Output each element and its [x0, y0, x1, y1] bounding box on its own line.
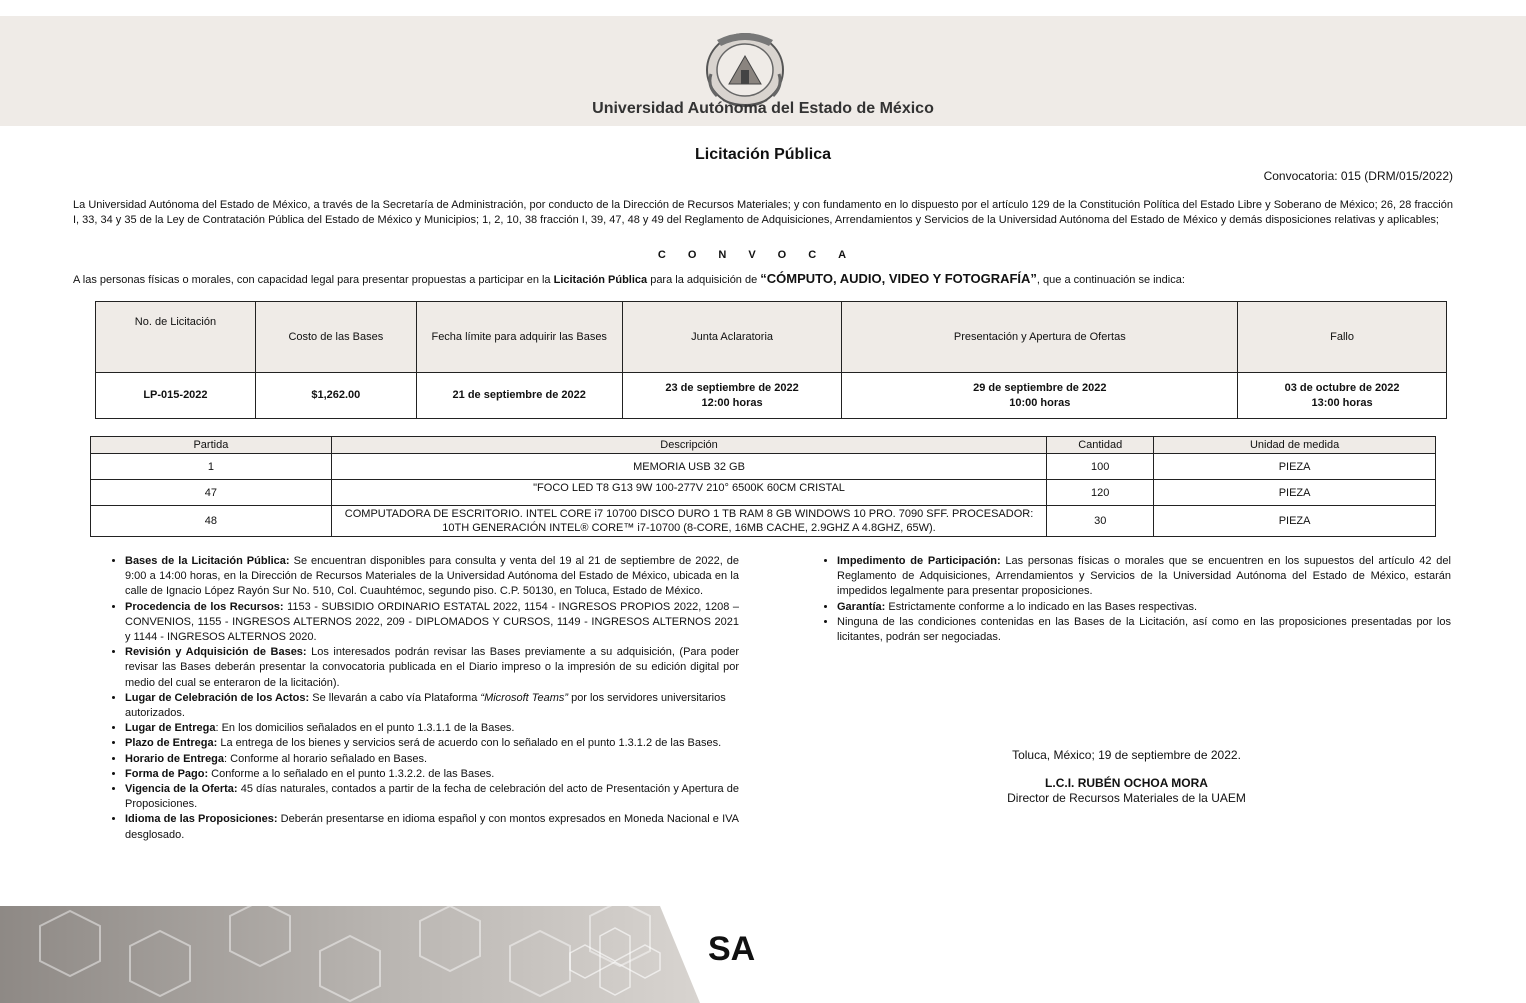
partida-cell: 47 [91, 480, 332, 506]
header-cell: Fallo [1238, 302, 1447, 373]
schedule-value-row [96, 373, 1447, 419]
table-row [91, 454, 1436, 480]
item-label: Vigencia de la Oferta: [125, 783, 238, 796]
intro-paragraph: La Universidad Autónoma del Estado de México, a través de la Secretaría de Administración, por conducto de la Dirección de Recursos Materiales; y con fundamento en lo dispuesto por el artículo 129 de la Constitución Política del Estado Libre y Soberano de México; 26, 28 fracción I, 33, 34 y 35 de la Ley de Contratación Pública del Estado de México y Municipios; 1, 2, 10, 38 fracción I, 39, 47, 48 y 49 del Reglamento de Adquisiciones, Arrendamientos y Servicios de la Universidad Autónoma del Estado de México y demás disposiciones relativas y aplicables; [73, 199, 1453, 226]
fallo-date: 03 de octubre de 2022 [1284, 381, 1400, 394]
convoca-heading: CONVOCA [657, 249, 869, 261]
item-text: : Conforme al horario señalado en Bases. [224, 752, 428, 765]
descripcion-cell: MEMORIA USB 32 GB [331, 454, 1046, 480]
partida-cell: 48 [91, 506, 332, 537]
item-label: Idioma de las Proposiciones: [125, 813, 278, 826]
signer-role: Director de Recursos Materiales de la UAEM [1007, 791, 1246, 805]
header-cell: No. de Licitación [96, 302, 256, 373]
list-item [125, 600, 739, 646]
invite-subject: “CÓMPUTO, AUDIO, VIDEO Y FOTOGRAFÍA” [760, 271, 1037, 286]
university-name: Universidad Autónoma del Estado de México [592, 100, 934, 117]
list-item [125, 752, 739, 767]
list-item [837, 615, 1451, 645]
apertura-date: 29 de septiembre de 2022 [973, 381, 1107, 394]
unidad-cell: PIEZA [1154, 480, 1436, 506]
list-item [125, 691, 739, 721]
item-text: Deberán presentarse en idioma español y con montos expresados en Moneda Nacional e IVA desglosado. [125, 813, 739, 841]
page-title: Licitación Pública [694, 146, 832, 163]
unidad-cell: PIEZA [1154, 454, 1436, 480]
cantidad-cell: 100 [1047, 454, 1154, 480]
invite-paragraph [73, 271, 1185, 286]
fallo-time: 13:00 horas [1311, 396, 1373, 409]
descripcion-cell: COMPUTADORA DE ESCRITORIO. INTEL CORE i7 10700 DISCO DURO 1 TB RAM 8 GB WINDOWS 10 PRO. 7090 SFF. PROCESADOR: 10TH GENERACIÓN INTEL® CORE™ i7-10700 (8-CORE, 16MB CACHE, 2.9GHZ A 4.8GHZ, 65W). [331, 506, 1046, 537]
footer-band [0, 906, 1526, 1003]
schedule-header-row [96, 302, 1447, 373]
item-label: Garantía: [837, 600, 886, 613]
junta-date: 23 de septiembre de 2022 [665, 381, 799, 394]
cantidad-cell: 120 [1047, 480, 1154, 506]
item-label: Lugar de Celebración de los Actos: [125, 691, 310, 704]
table-row [91, 480, 1436, 506]
conditions-list-left [107, 554, 739, 843]
deadline-date: 21 de septiembre de 2022 [416, 373, 622, 419]
list-item [125, 554, 739, 600]
header-cell: Junta Aclaratoria [622, 302, 842, 373]
item-text: Las personas físicas o morales que se encuentren en los supuestos del artículo 42 del Reglamento de Adquisiciones, Arrendamientos y Servicios de la Universidad Autónoma del Estado de México, estarán impedidos legalmente para presentar proposiciones. [837, 555, 1451, 598]
item-label: Procedencia de los Recursos: [125, 600, 284, 613]
header-cell: Costo de las Bases [255, 302, 416, 373]
header-band [0, 16, 1526, 126]
header-cell: Fecha límite para adquirir las Bases [416, 302, 622, 373]
invite-bold: Licitación Pública [553, 274, 648, 286]
item-text: : En los domicilios señalados en el punto 1.3.1.1 de la Bases. [215, 722, 515, 735]
header-cell: Presentación y Apertura de Ofertas [842, 302, 1238, 373]
item-text: Se encuentran disponibles para consulta y venta del 19 al 21 de septiembre de 2022, de 9:00 a 14:00 horas, en la Dirección de Recursos Materiales de la Universidad Autónoma del Estado de México, ubicada en la calle de Ignacio López Rayón Sur No. 510, Col. Cuauhtémoc, segundo piso. C.P. 50130, en Toluca, Estado de México. [125, 555, 739, 598]
list-item [125, 736, 739, 751]
invite-text-1: A las personas físicas o morales, con capacidad legal para presentar propuestas a participar en la [73, 274, 554, 286]
item-italic: “Microsoft Teams” [480, 691, 569, 704]
apertura-cell [842, 373, 1238, 419]
schedule-table [95, 301, 1447, 419]
bases-cost: $1,262.00 [255, 373, 416, 419]
signer-name: L.C.I. RUBÉN OCHOA MORA [1045, 776, 1208, 790]
cantidad-cell: 30 [1047, 506, 1154, 537]
header-cell: Cantidad [1047, 437, 1154, 454]
item-text: Estrictamente conforme a lo indicado en las Bases respectivas. [885, 600, 1198, 613]
invite-text-2: para la adquisición de [647, 274, 761, 286]
item-text-2: por los servidores universitarios autorizados. [125, 691, 726, 720]
junta-cell [622, 373, 842, 419]
item-label: Lugar de Entrega [125, 722, 216, 735]
item-label: Bases de la Licitación Pública: [125, 555, 290, 567]
convocatoria-number: Convocatoria: 015 (DRM/015/2022) [1263, 169, 1453, 183]
item-text: Ninguna de las condiciones contenidas en las Bases de la Licitación, así como en las proposiciones presentadas por los licitantes, podrán ser negociadas. [837, 615, 1451, 644]
item-text: Se llevarán a cabo vía Plataforma [309, 691, 481, 704]
item-label: Horario de Entrega [125, 752, 225, 765]
list-item [837, 600, 1451, 615]
invite-text-3: , que a continuación se indica: [1036, 274, 1185, 286]
footer-mark: SA [708, 930, 756, 968]
unidad-cell: PIEZA [1154, 506, 1436, 537]
item-label: Forma de Pago: [125, 767, 209, 780]
conditions-list-right [819, 554, 1451, 645]
list-item [125, 721, 739, 736]
list-item [837, 554, 1451, 600]
list-item [125, 782, 739, 812]
list-item [125, 767, 739, 782]
items-header-row [91, 437, 1436, 454]
item-text: La entrega de los bienes y servicios será de acuerdo con lo señalado en el punto 1.3.1.2 de las Bases. [217, 737, 722, 750]
header-cell: Partida [91, 437, 332, 454]
header-cell: Unidad de medida [1154, 437, 1436, 454]
apertura-time: 10:00 horas [1009, 396, 1071, 409]
university-seal [703, 26, 787, 110]
items-table [90, 436, 1436, 537]
list-item [125, 645, 739, 691]
list-item [125, 812, 739, 842]
item-text: 45 días naturales, contados a partir de la fecha de celebración del acto de Presentación y Apertura de Proposiciones. [125, 783, 739, 811]
item-text: Los interesados podrán revisar las Bases previamente a su adquisición, (Para poder revisar las Bases deberán presentar la convocatoria publicada en el Diario impreso o la impresión de su edición digital por medio del cual se enteraron de la licitación). [125, 646, 740, 689]
place-date: Toluca, México; 19 de septiembre de 2022. [1012, 748, 1241, 762]
header-cell: Descripción [331, 437, 1046, 454]
descripcion-cell: "FOCO LED T8 G13 9W 100-277V 210° 6500K 60CM CRISTAL [331, 480, 1046, 506]
item-text: 1153 - SUBSIDIO ORDINARIO ESTATAL 2022, 1154 - INGRESOS PROPIOS 2022, 1208 – CONVENIOS, 1155 - INGRESOS ALTERNOS 2022, 209 - DIPLOMADOS Y CURSOS, 1149 - INGRESOS ALTERNOS 2021 y 1144 - INGRESOS ALTERNOS 2020. [125, 600, 739, 644]
item-label: Plazo de Entrega: [125, 737, 218, 750]
licitacion-number: LP-015-2022 [96, 373, 256, 419]
partida-cell: 1 [91, 454, 332, 480]
item-text: Conforme a lo señalado en el punto 1.3.2.2. de las Bases. [208, 767, 495, 780]
item-label: Impedimento de Participación: [837, 555, 1001, 567]
item-label: Revisión y Adquisición de Bases: [125, 646, 307, 659]
table-row [91, 506, 1436, 537]
fallo-cell [1238, 373, 1447, 419]
junta-time: 12:00 horas [701, 396, 763, 409]
